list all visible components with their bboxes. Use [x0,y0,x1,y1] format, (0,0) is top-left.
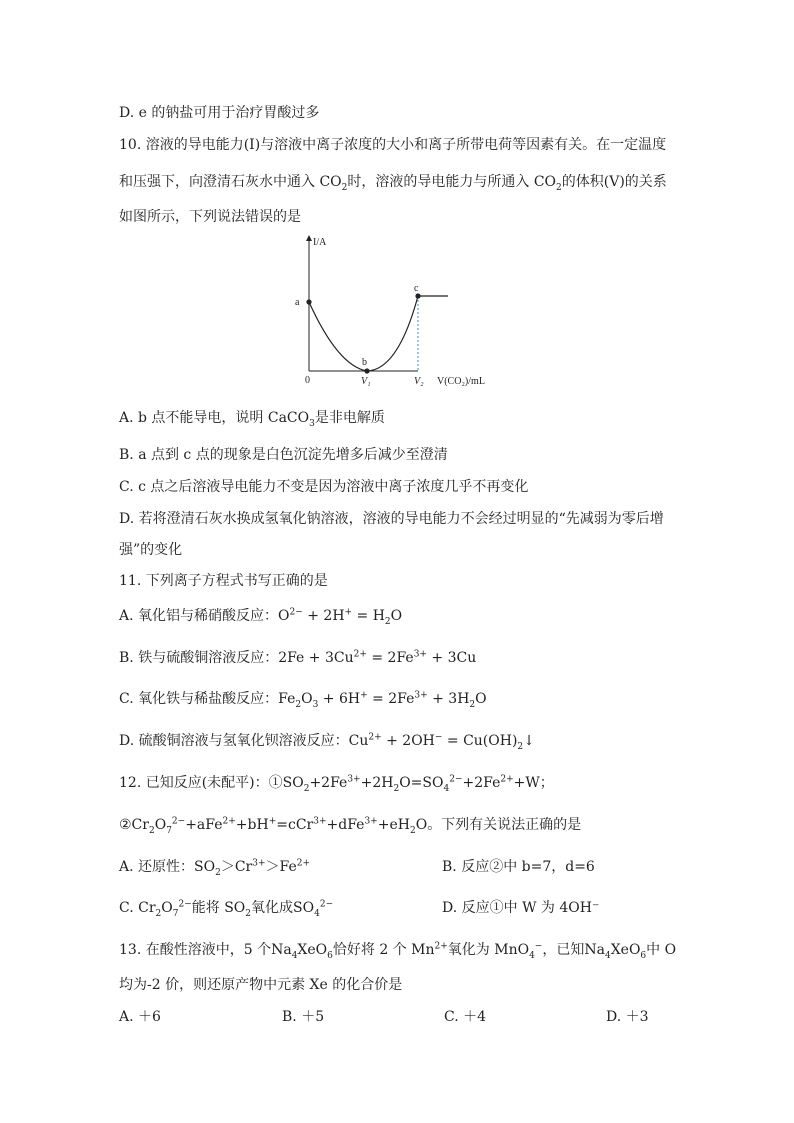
q10-option-a: A. b 点不能导电，说明 CaCO$_3$是非电解质 [119,410,385,429]
v1-label: V₁ [361,376,371,387]
point-b-label: b [362,357,367,368]
origin-label: 0 [305,375,310,386]
q10-stem-line2: 和压强下，向澄清石灰水中通入 $CO_2$时，溶液的导电能力与所通入 $CO_2$的体积(V)的关系 [119,174,667,193]
q13-option-d: D. ＋3 [606,1009,649,1025]
q12-text: 。下列有关说法正确的是 [427,817,582,833]
q10-text: 的体积(V)的关系 [561,174,667,190]
q11-option-b: B. 铁与硫酸铜溶液反应：$2Fe + 3Cu^{2+} = 2Fe^{3+} + 3Cu$ [119,649,477,666]
q10-text: 时，溶液的导电能力与所通入 CO [347,174,557,190]
q13-stem-line2: 均为-2 价，则还原产物中元素 Xe 的化合价是 [119,977,403,993]
q12-option-c: C. $Cr_2O_7^{2-}$能将 $SO_2$氧化成$SO_4^{2-}$ [119,899,334,919]
q12-option-d: D. 反应①中 W 为 4OH⁻ [442,900,600,916]
point-a-label: a [295,297,300,308]
q10-text: 和压强下，向澄清石灰水中通入 CO [119,174,342,190]
q12-option-a: A. 还原性：$SO_2>Cr^{3+}>Fe^{2+}$ [119,858,311,878]
q10-text: A. b 点不能导电，说明 CaCO [119,410,310,426]
q11-text: B. 铁与硫酸铜溶液反应： [119,650,279,666]
conductivity-curve [309,296,448,371]
q13-stem-line1: 13. 在酸性溶液中，5 个$Na_4XeO_6$恰好将 2 个 $Mn^{2+}$氧化为 MnO$_4$−，已知$Na_4XeO_6$中 O [119,941,677,961]
q13-text: 氧化为 MnO [447,942,530,958]
q13-text: ，已知 [542,942,585,958]
point-b [364,368,369,373]
q12-option-b: B. 反应②中 b=7，d=6 [442,859,595,875]
q10-option-c: C. c 点之后溶液导电能力不变是因为溶液中离子浓度几乎不再变化 [119,479,529,495]
q13-option-b: B. ＋5 [282,1009,325,1025]
y-axis-label: I/A [313,237,327,248]
point-c [415,293,420,298]
q13-text: 中 O [646,942,677,958]
q11-text: D. 硫酸铜溶液与氢氧化钡溶液反应： [119,733,349,749]
point-c-label: c [414,283,419,294]
point-a [306,299,311,304]
q11-text: C. 氧化铁与稀盐酸反应： [119,691,279,707]
q13-text: 13. 在酸性溶液中，5 个 [119,942,272,958]
q13-text: 恰好将 2 个 Mn [332,942,435,958]
q10-stem-line1: 10. 溶液的导电能力(I)与溶液中离子浓度的大小和离子所带电荷等因素有关。在一定温度 [119,137,667,153]
q12-stem-line2: $②Cr_2O_7^{2-}+aFe^{2+}+bH^+=cCr^{3+}+dFe^{3+}+eH_2O$。下列有关说法正确的是 [119,816,582,836]
q11-option-a: A. 氧化铝与稀硝酸反应：$O^{2-} + 2H^+ = H_2O$ [119,607,403,627]
q10-stem-line3: 如图所示，下列说法错误的是 [119,209,301,225]
q10-option-b: B. a 点到 c 点的现象是白色沉淀先增多后减少至澄清 [119,447,448,463]
q10-option-d-line1: D. 若将澄清石灰水换成氢氧化钠溶液，溶液的导电能力不会经过明显的“先减弱为零后增 [119,511,664,527]
q10-option-d-line2: 强”的变化 [119,542,183,558]
q12-text: 氧化成 [251,900,294,916]
q11-option-c: C. 氧化铁与稀盐酸反应：$Fe_2O_3 + 6H^+ = 2Fe^{3+} + 3H_2O$ [119,690,487,710]
conductivity-graph [280,232,510,392]
q11-stem: 11. 下列离子方程式书写正确的是 [119,573,328,589]
x-axis-label: V(CO₂)/mL [437,376,485,387]
q12-text: 12. 已知反应(未配平)：① [119,775,283,791]
q13-option-c: C. ＋4 [444,1009,487,1025]
q13-option-a: A. ＋6 [119,1009,161,1025]
q11-option-d: D. 硫酸铜溶液与氢氧化钡溶液反应：$Cu^{2+} + 2OH^-$ = $Cu(OH)_2↓$ [119,732,535,752]
q12-text: A. 还原性： [119,859,195,875]
v2-label: V₂ [414,376,424,387]
q12-text: 能将 SO [191,900,246,916]
q11-text: A. 氧化铝与稀硝酸反应： [119,608,279,624]
q10-text: 是非电解质 [314,410,385,426]
q12-stem-line1: 12. 已知反应(未配平)：$①SO_2+2Fe^{3+}+2H_2O=SO_4^{2-}+2Fe^{2+}+W$； [119,774,554,794]
q9-option-d: D. e 的钠盐可用于治疗胃酸过多 [119,105,320,121]
